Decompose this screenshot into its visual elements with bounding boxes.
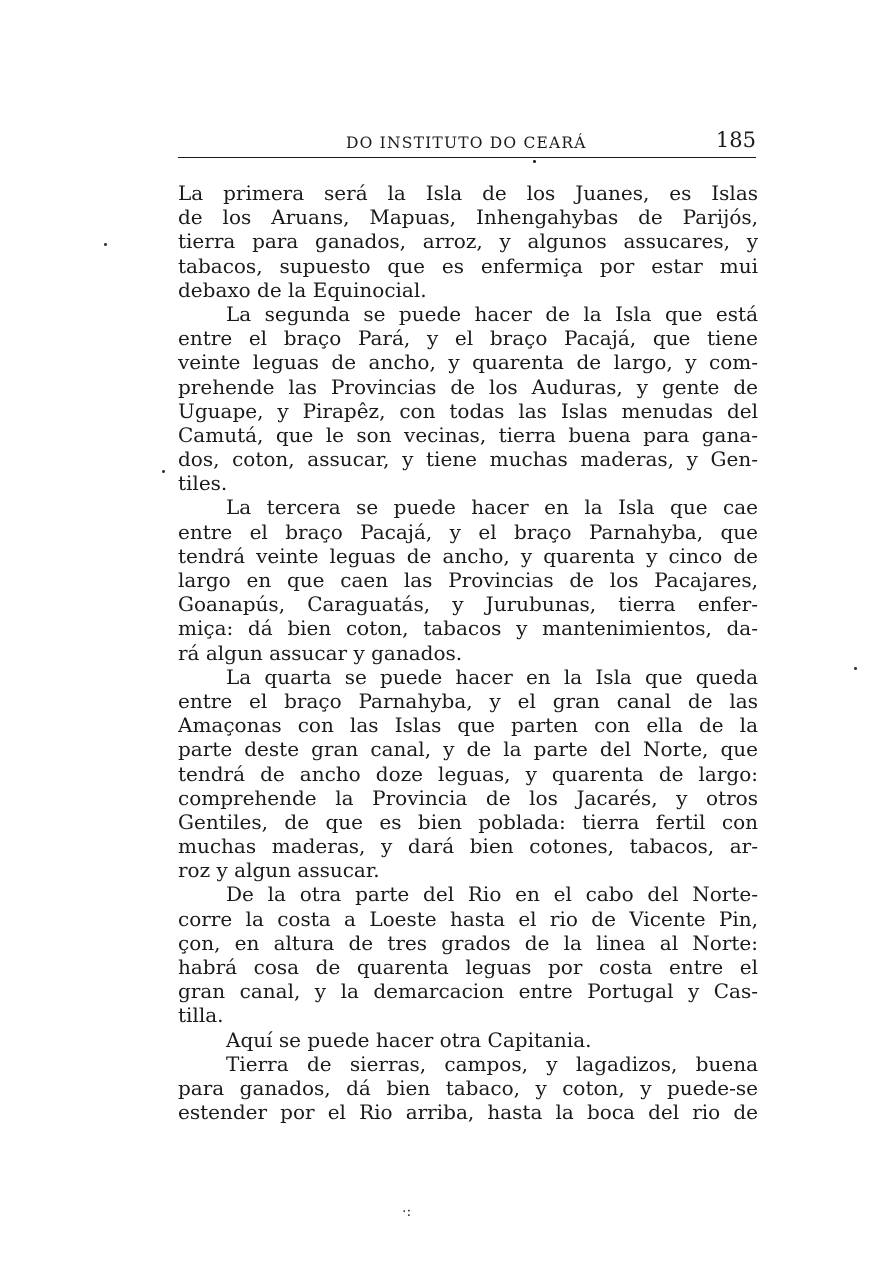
- text-line: tendrá de ancho doze leguas, y quarenta de largo:: [178, 761, 758, 786]
- margin-speck: [854, 667, 857, 670]
- header-rule-mark: [533, 160, 536, 163]
- text-line: Amaçonas con las Islas que parten con ella de la: [178, 713, 758, 738]
- text-line: Gentiles, de que es bien poblada: tierra fertil con: [178, 809, 758, 834]
- text-line: tiles.: [178, 471, 228, 496]
- text-line: veinte leguas de ancho, y quarenta de largo, y com-: [178, 350, 758, 375]
- text-line: La segunda se puede hacer de la Isla que está: [226, 301, 758, 326]
- text-line: tierra para ganados, arroz, y algunos assucares, y: [178, 229, 758, 254]
- text-line: entre el braço Pacajá, y el braço Parnahyba, que: [178, 519, 758, 544]
- text-line: rá algun assucar y ganados.: [178, 640, 463, 665]
- text-line: tabacos, supuesto que es enfermiça por estar mui: [178, 253, 758, 278]
- text-line: estender por el Rio arriba, hasta la boca del rio de: [178, 1100, 758, 1125]
- text-line: debaxo de la Equinocial.: [178, 277, 427, 302]
- text-line: Camutá, que le son vecinas, tierra buena para gana-: [178, 422, 758, 447]
- text-line: tendrá veinte leguas de ancho, y quarenta y cinco de: [178, 543, 758, 568]
- text-line: çon, en altura de tres grados de la linea al Norte:: [178, 930, 758, 955]
- text-line: parte deste gran canal, y de la parte del Norte, que: [178, 737, 758, 762]
- text-line: muchas maderas, y dará bien cotones, tabacos, ar-: [178, 834, 758, 859]
- text-line: para ganados, dá bien tabaco, y coton, y puede-se: [178, 1075, 758, 1100]
- running-title: DO INSTITUTO DO CEARÁ: [346, 134, 587, 152]
- text-line: de los Aruans, Mapuas, Inhengahybas de Parijós,: [178, 205, 758, 230]
- text-line: gran canal, y la demarcacion entre Portugal y Cas-: [178, 979, 758, 1004]
- text-line: La quarta se puede hacer en la Isla que queda: [226, 664, 758, 689]
- text-line: habrá cosa de quarenta leguas por costa entre el: [178, 955, 758, 979]
- text-line: prehende las Provincias de los Auduras, y gente de: [178, 374, 758, 399]
- text-line: De la otra parte del Rio en el cabo del Norte-: [226, 882, 758, 907]
- margin-speck: [104, 243, 107, 246]
- page-number: 185: [715, 128, 756, 152]
- running-head: [178, 128, 758, 158]
- footer-mark: ·:: [402, 1204, 412, 1220]
- text-line: dos, coton, assucar, y tiene muchas maderas, y Gen-: [178, 447, 758, 472]
- text-line: Uguape, y Pirapêz, con todas las Islas menudas del: [178, 398, 758, 423]
- text-line: tilla.: [178, 1003, 224, 1028]
- margin-speck: [162, 470, 165, 473]
- text-line: La tercera se puede hacer en la Isla que cae: [226, 495, 758, 520]
- text-line: largo en que caen las Provincias de los Pacajares,: [178, 568, 758, 592]
- body-text: [178, 181, 758, 1124]
- text-line: Tierra de sierras, campos, y lagadizos, buena: [226, 1051, 758, 1076]
- text-line: entre el braço Pará, y el braço Pacajá, que tiene: [178, 326, 758, 351]
- text-line: Goanapús, Caraguatás, y Jurubunas, tierra enfer-: [178, 592, 758, 617]
- text-line: roz y algun assucar.: [178, 858, 380, 883]
- text-line: comprehende la Provincia de los Jacarés, y otros: [178, 785, 758, 810]
- text-line: Aquí se puede hacer otra Capitania.: [226, 1027, 592, 1052]
- text-line: miça: dá bien coton, tabacos y mantenimientos, da-: [178, 616, 758, 641]
- header-rule: [178, 157, 756, 158]
- text-line: entre el braço Parnahyba, y el gran canal de las: [178, 688, 758, 713]
- text-line: La primera será la Isla de los Juanes, es Islas: [178, 181, 758, 205]
- text-line: corre la costa a Loeste hasta el rio de Vicente Pin,: [178, 906, 758, 931]
